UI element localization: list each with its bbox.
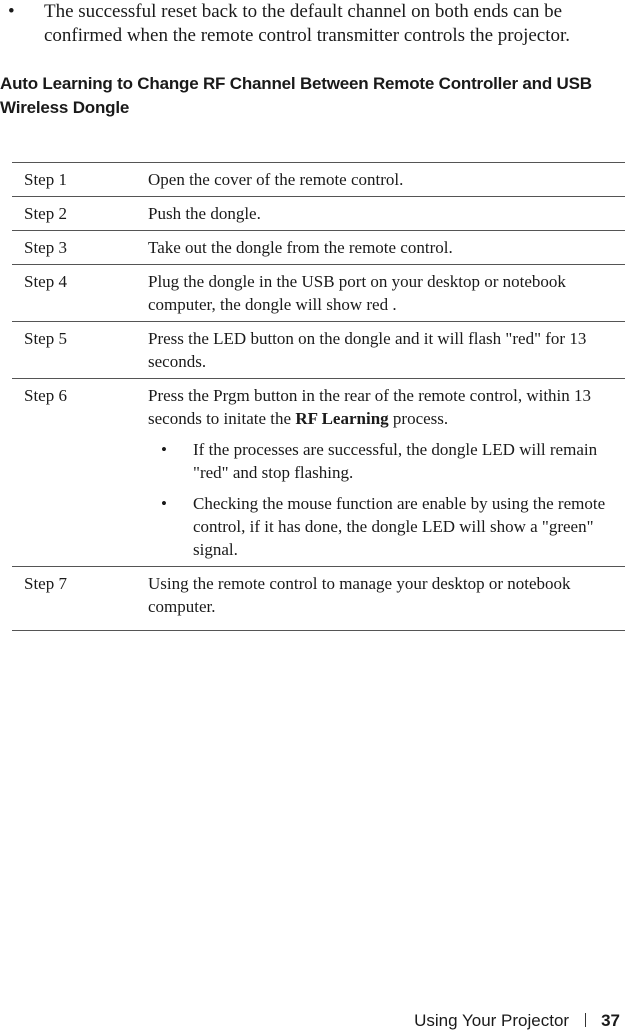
- step-text: Using the remote control to manage your desktop or notebook computer.: [148, 567, 625, 631]
- footer-divider: [585, 1013, 586, 1027]
- rf-learning-term: RF Learning: [295, 409, 389, 428]
- step-label: Step 6: [12, 379, 148, 567]
- table-row: [12, 163, 625, 197]
- table-row: [12, 265, 625, 322]
- steps-table: [12, 162, 625, 631]
- footer-section-title: Using Your Projector: [414, 1011, 570, 1030]
- bullet-dot: •: [161, 494, 167, 513]
- step-label: Step 5: [12, 322, 148, 379]
- list-item: [148, 492, 619, 561]
- step-text: Push the dongle.: [148, 197, 625, 231]
- step-text: Press the LED button on the dongle and it will flash "red" for 13 seconds.: [148, 322, 625, 379]
- table-row: [12, 379, 625, 567]
- intro-bullet-text: The successful reset back to the default channel on both ends can be confirmed when the remote control transmitter controls the projector.: [44, 1, 571, 46]
- section-heading: Auto Learning to Change RF Channel Between Remote Controller and USB Wireless Dongle: [0, 74, 592, 117]
- step-text: Plug the dongle in the USB port on your desktop or notebook computer, the dongle will show red .: [148, 265, 625, 322]
- table-row: [12, 322, 625, 379]
- table-row: [12, 197, 625, 231]
- sub-bullet-text: If the processes are successful, the dongle LED will remain "red" and stop flashing.: [193, 440, 598, 482]
- step-text-part: process.: [388, 409, 449, 428]
- step-text: Take out the dongle from the remote control.: [148, 231, 625, 265]
- table-row: [12, 567, 625, 631]
- step-label: Step 7: [12, 567, 148, 631]
- page-number: 37: [601, 1011, 620, 1030]
- table-row: [12, 231, 625, 265]
- sub-bullet-text: Checking the mouse function are enable by using the remote control, if it has done, the dongle LED will show a "green" signal.: [193, 494, 606, 559]
- step-label: Step 3: [12, 231, 148, 265]
- step-text: [148, 379, 625, 567]
- step-label: Step 2: [12, 197, 148, 231]
- step-text-part: Press the Prgm button in the rear of the remote control, within 13 seconds to initate the: [148, 386, 592, 428]
- bullet-dot: •: [161, 440, 167, 459]
- page-footer: [414, 1009, 620, 1033]
- bullet-dot: •: [8, 1, 15, 22]
- step-label: Step 4: [12, 265, 148, 322]
- step-label: Step 1: [12, 163, 148, 197]
- step-sub-bullets: [148, 438, 619, 561]
- list-item: [148, 438, 619, 484]
- step-text: Open the cover of the remote control.: [148, 163, 625, 197]
